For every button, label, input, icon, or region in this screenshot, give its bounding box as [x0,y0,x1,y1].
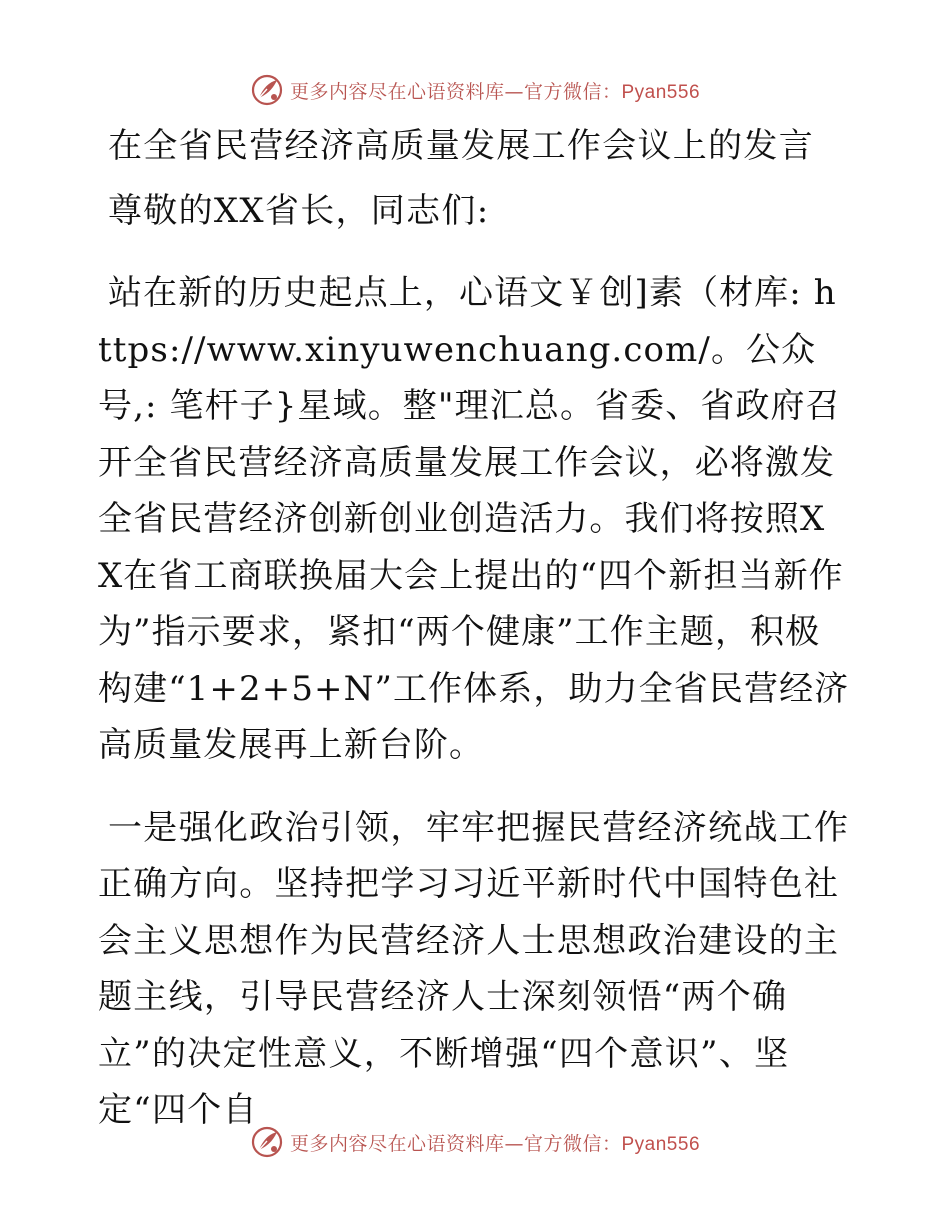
salutation: 尊敬的XX省长，同志们: [108,190,490,231]
feather-pen-circle-icon [250,73,284,107]
paragraph-1: 站在新的历史起点上，心语文￥创]素（材库: https://www.xinyuwenchuang.com/。公众号,: 笔杆子}星域。整"理汇总。省委、省政府召开全省民营经济高质量发展工作会议，必将激发全省民营经济创新创业创造活力。我们将按照XX在省工商联换届大会上提出的“四个新担当新作为”指示要求，紧扣“两个健康”工作主题，积极构建“1+2+5+N”工作体系，助力全省民营经济高质量发展再上新台阶。 [98,273,850,765]
document-body [98,118,850,1165]
watermark-wechat-id: Pyan556 [621,1133,701,1155]
watermark-footer [0,1122,950,1162]
feather-pen-circle-icon [250,1125,284,1159]
watermark-wechat-id: Pyan556 [621,81,701,103]
document-title: 在全省民营经济高质量发展工作会议上的发言 [108,126,814,166]
paragraph-2: 一是强化政治引领，牢牢把握民营经济统战工作正确方向。坚持把学习习近平新时代中国特色社会主义思想作为民营经济人士思想政治建设的主题主线，引导民营经济人士深刻领悟“两个确立”的决定性意义，不断增强“四个意识”、坚定“四个自 [98,807,850,1130]
watermark-text: 更多内容尽在心语资料库—官方微信：Pyan556 [289,80,701,103]
watermark-header [0,70,950,110]
watermark-text: 更多内容尽在心语资料库—官方微信：Pyan556 [289,1132,701,1155]
